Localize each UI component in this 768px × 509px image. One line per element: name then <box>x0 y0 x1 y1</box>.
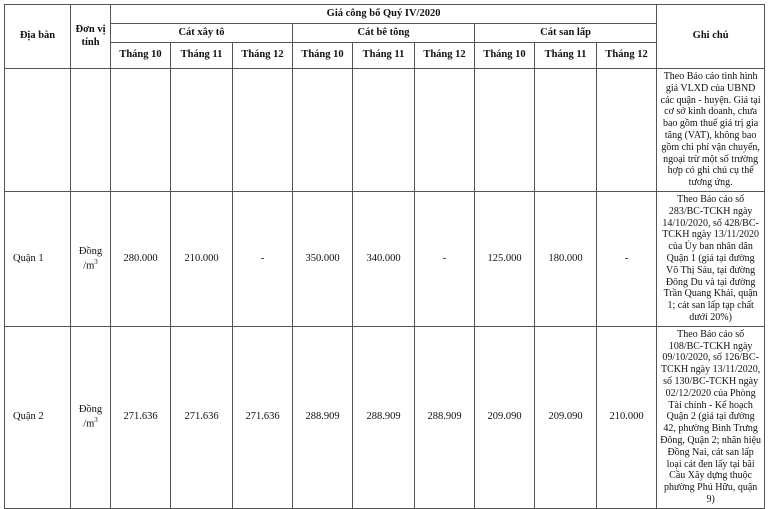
price-cell: 288.909 <box>415 326 475 508</box>
material-header-cat-xay-to: Cát xây tô <box>111 24 293 43</box>
price-cell: 340.000 <box>353 191 415 326</box>
month-header: Tháng 10 <box>293 43 353 69</box>
price-table-page <box>4 4 764 505</box>
month-header: Tháng 10 <box>111 43 171 69</box>
price-cell: 210.000 <box>597 326 657 508</box>
price-cell: 271.636 <box>233 326 293 508</box>
unit-column-header: Đơn vị tính <box>71 5 111 69</box>
price-cell: 288.909 <box>293 326 353 508</box>
table-row <box>5 326 765 508</box>
price-cell: 280.000 <box>111 191 171 326</box>
header-row-2 <box>5 24 765 43</box>
price-cell: 210.000 <box>171 191 233 326</box>
price-cell: 209.090 <box>475 326 535 508</box>
location-column-header: Địa bàn <box>5 5 71 69</box>
month-header: Tháng 12 <box>597 43 657 69</box>
unit-cell: Đồng $/m^3$ <box>71 326 111 508</box>
unit-cell: Đồng $/m^3$ <box>71 191 111 326</box>
price-cell: 180.000 <box>535 191 597 326</box>
price-table <box>4 4 765 509</box>
price-cell: 271.636 <box>111 326 171 508</box>
price-cell: 209.090 <box>535 326 597 508</box>
month-header: Tháng 11 <box>171 43 233 69</box>
price-cell: 288.909 <box>353 326 415 508</box>
price-cell: - <box>597 191 657 326</box>
location-cell: Quận 2 <box>5 326 71 508</box>
row-note: Theo Báo cáo số 108/BC-TCKH ngày 09/10/2020, số 126/BC-TCKH ngày 13/11/2020, số 130/BC-TCKH ngày 02/12/2020 của Phòng Tài chính - Kế hoạch Quận 2 (giá tại đường 42, phường Bình Trưng Đông, Quận 2; nhãn hiệu Đồng Nai, cát san lấp loại cát đen lấy tại bãi Cầu Xây dựng thuộc phường Phú Hữu, quận 9) <box>657 326 765 508</box>
note-column-header: Ghi chú <box>657 5 765 69</box>
month-header: Tháng 11 <box>535 43 597 69</box>
price-cell: 271.636 <box>171 326 233 508</box>
row-note: Theo Báo cáo số 283/BC-TCKH ngày 14/10/2020, số 428/BC-TCKH ngày 13/11/2020 của Ủy ban nhân dân Quận 1 (giá tại đường Võ Thị Sáu, tại đường Đông Du và tại đường Trần Quang Khải, quận 1; cát san lấp tạp chất dưới 20%) <box>657 191 765 326</box>
material-header-cat-san-lap: Cát san lấp <box>475 24 657 43</box>
month-header: Tháng 11 <box>353 43 415 69</box>
header-row-1 <box>5 5 765 24</box>
location-cell: Quận 1 <box>5 191 71 326</box>
price-cell: 125.000 <box>475 191 535 326</box>
price-cell: - <box>415 191 475 326</box>
intro-note-row <box>5 69 765 192</box>
intro-note: Theo Báo cáo tình hình giá VLXD của UBND các quận - huyện. Giá tại cơ sở kinh doanh, chưa bao gồm thuế giá trị gia tăng (VAT), không bao gồm chi phí vận chuyển, ngoại trừ một số trường hợp có ghi chú cụ thể tương ứng. <box>657 69 765 192</box>
material-header-cat-be-tong: Cát bê tông <box>293 24 475 43</box>
month-header: Tháng 12 <box>415 43 475 69</box>
table-row <box>5 191 765 326</box>
header-row-months <box>5 43 765 69</box>
month-header: Tháng 12 <box>233 43 293 69</box>
month-header: Tháng 10 <box>475 43 535 69</box>
price-cell: 350.000 <box>293 191 353 326</box>
price-cell: - <box>233 191 293 326</box>
price-group-header: Giá công bố Quý IV/2020 <box>111 5 657 24</box>
